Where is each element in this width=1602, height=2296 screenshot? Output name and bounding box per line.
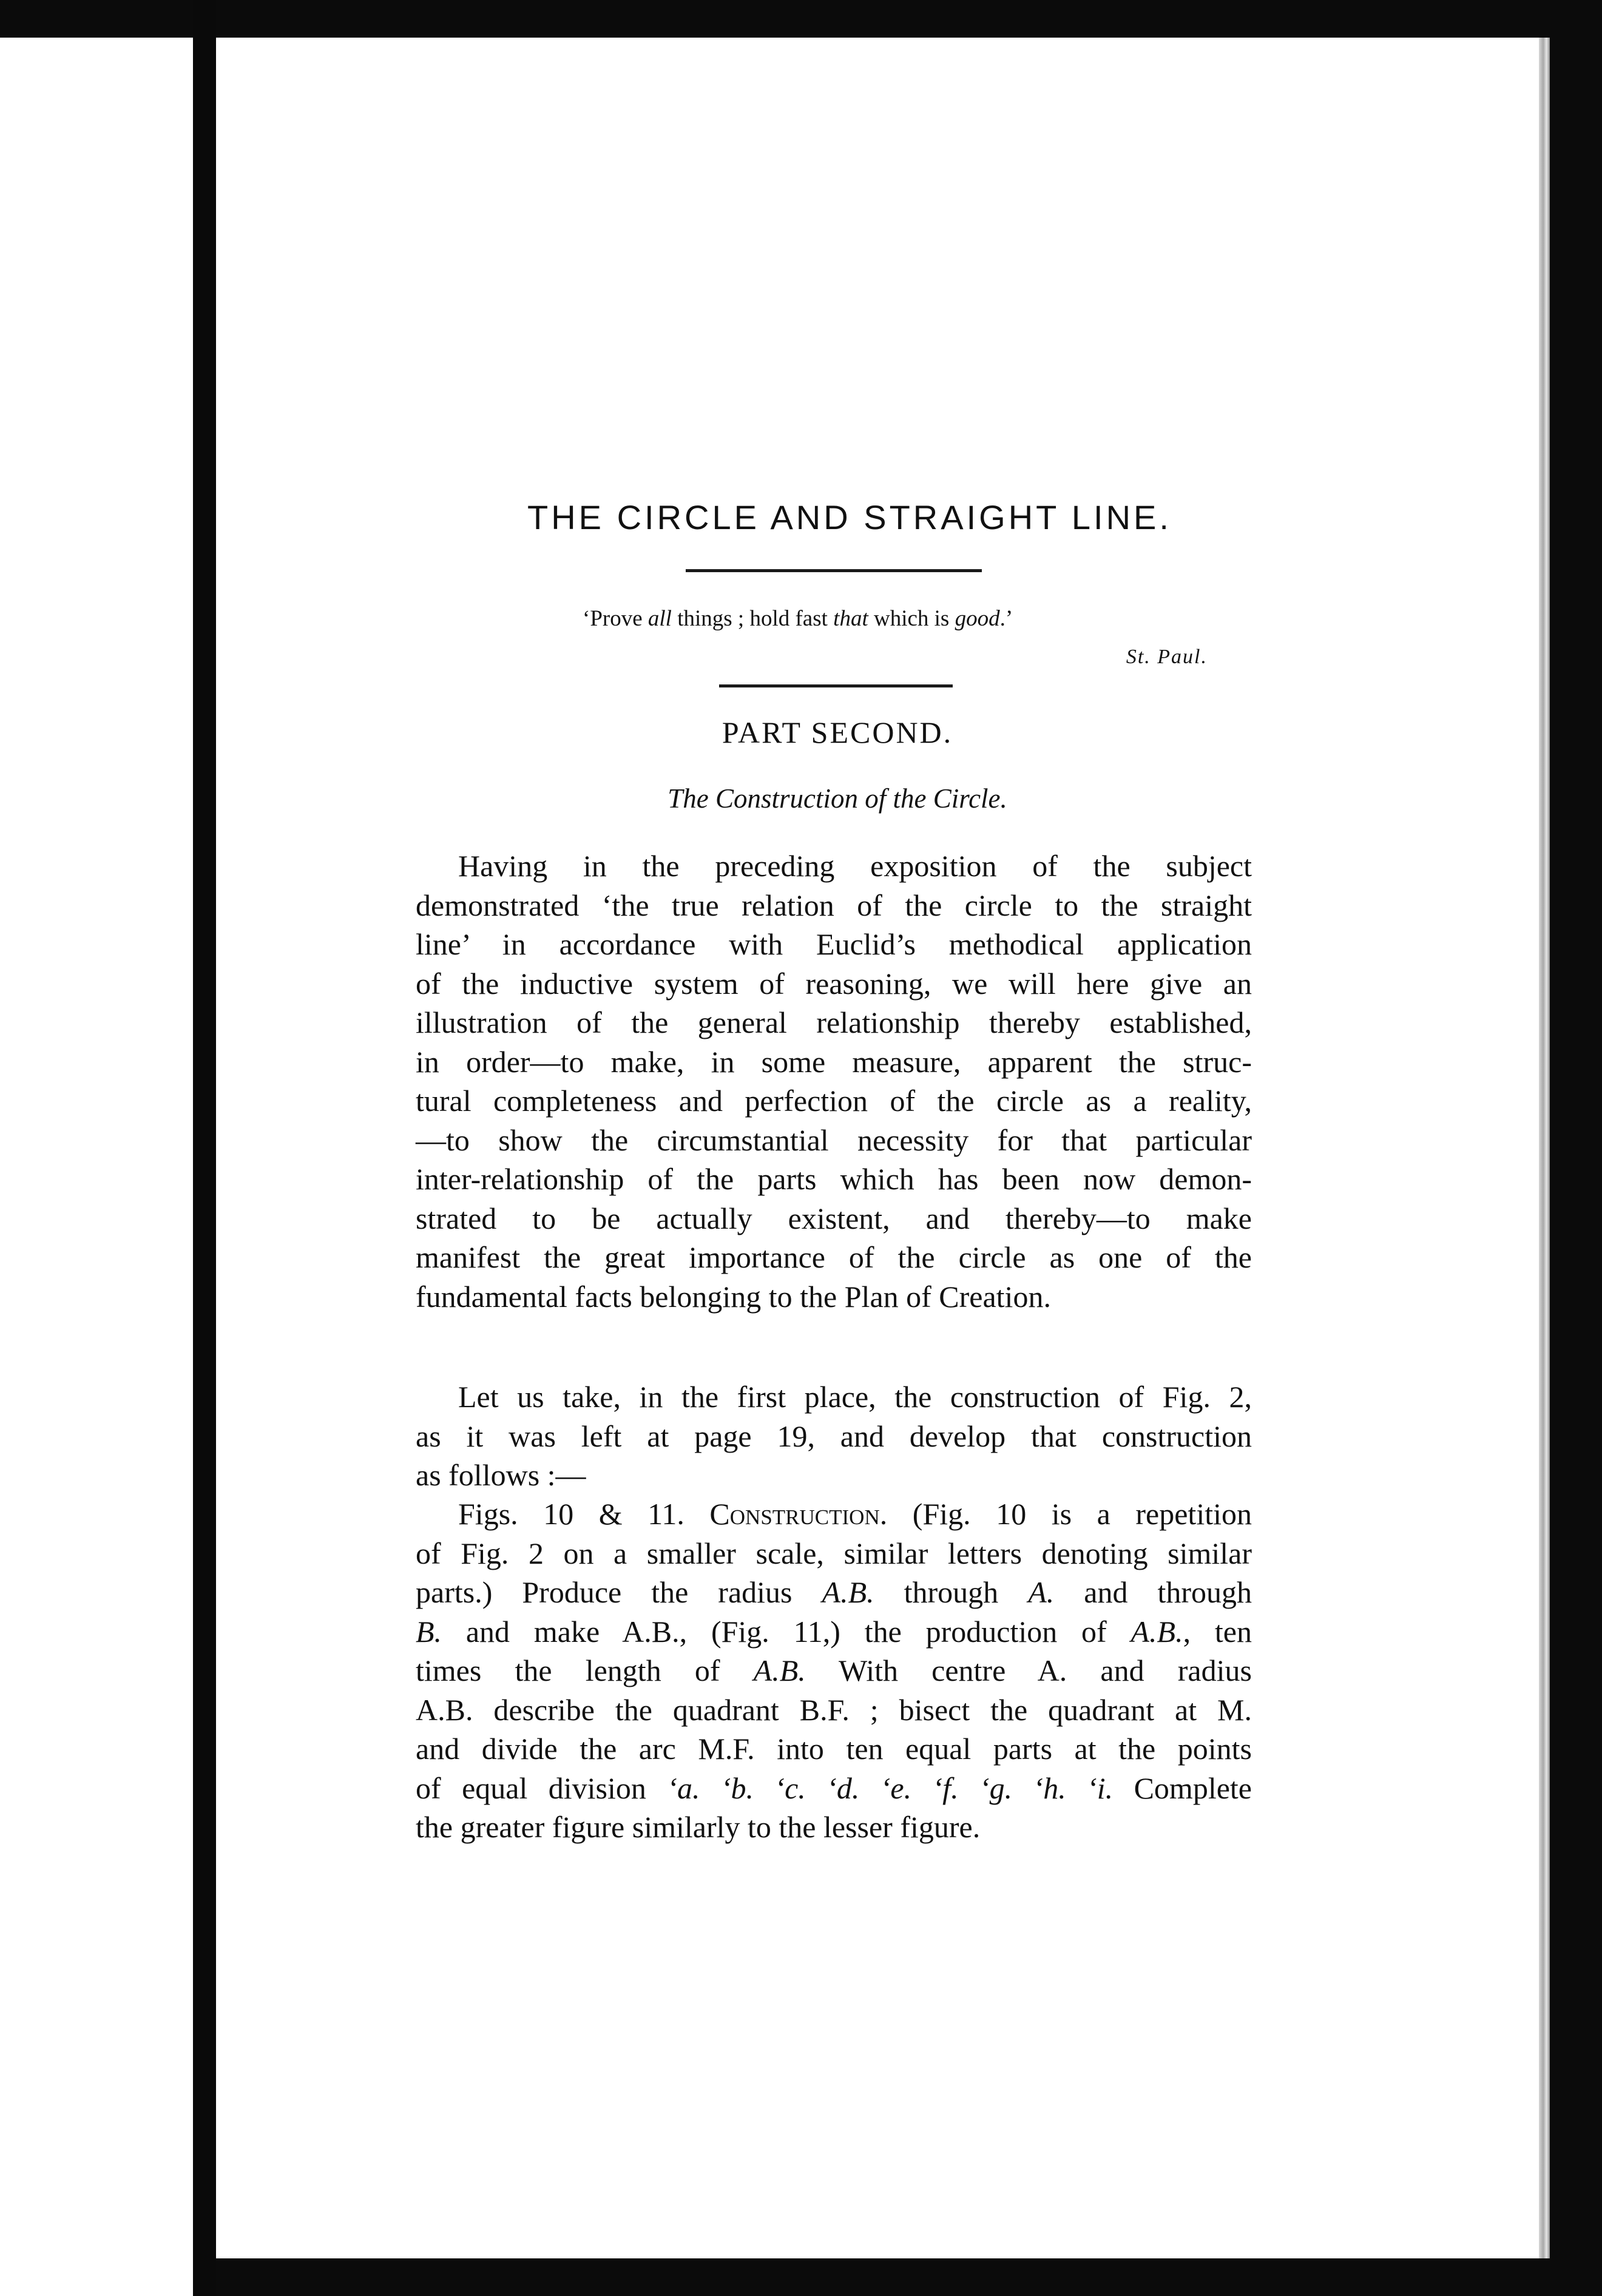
text-line: manifest the great importance of the circle as one of the	[416, 1240, 1252, 1274]
text-line: parts.) Produce the radius A.B. through A. and through	[416, 1575, 1252, 1609]
page-stack-edge	[1539, 38, 1550, 2258]
text-line: and divide the arc M.F. into ten equal parts at the points	[416, 1732, 1252, 1766]
book-gutter	[193, 0, 216, 2296]
text-line: strated to be actually existent, and thereby—to make	[416, 1201, 1252, 1235]
text-line: —to show the circumstantial necessity for that particular	[416, 1123, 1252, 1157]
epigraph-source: St. Paul.	[1126, 646, 1208, 668]
facing-page-edge	[0, 38, 193, 2296]
text-line: times the length of A.B. With centre A. and radius	[416, 1653, 1252, 1687]
paragraph-construction	[416, 1494, 1252, 1847]
text-line: tural completeness and perfection of the circle as a reality,	[416, 1084, 1252, 1118]
text-line: Let us take, in the first place, the construction of Fig. 2,	[458, 1380, 1252, 1414]
text-line: the greater figure similarly to the lesser figure.	[416, 1810, 981, 1844]
paragraph-introduction	[416, 846, 1252, 1316]
epigraph-quote: ‘Prove all things ; hold fast that which is good.’	[583, 606, 1013, 631]
text-line: line’ in accordance with Euclid’s methodical application	[416, 927, 1252, 961]
text-line: inter-relationship of the parts which has been now demon-	[416, 1162, 1252, 1196]
paragraph-fig2	[416, 1377, 1252, 1495]
text-line: A.B. describe the quadrant B.F. ; bisect the quadrant at M.	[416, 1692, 1252, 1727]
text-line: demonstrated ‘the true relation of the circle to the straight	[416, 888, 1252, 922]
text-line: Figs. 10 & 11. Construction. (Fig. 10 is a repetition	[458, 1497, 1252, 1531]
section-heading: The Construction of the Circle.	[668, 783, 1007, 814]
part-heading: PART SECOND.	[722, 715, 953, 749]
title-rule	[686, 569, 982, 572]
text-line: of the inductive system of reasoning, we will here give an	[416, 966, 1252, 1001]
text-line: of Fig. 2 on a smaller scale, similar letters denoting similar	[416, 1536, 1252, 1570]
text-line: illustration of the general relationship thereby established,	[416, 1005, 1252, 1039]
text-line: in order—to make, in some measure, apparent the struc-	[416, 1044, 1252, 1079]
epigraph-rule	[719, 684, 953, 687]
text-line: fundamental facts belonging to the Plan of Creation.	[416, 1279, 1051, 1314]
running-title: THE CIRCLE AND STRAIGHT LINE.	[527, 498, 1172, 536]
text-line: as follows :—	[416, 1458, 586, 1492]
text-line: B. and make A.B., (Fig. 11,) the production of A.B., ten	[416, 1614, 1252, 1649]
text-line: Having in the preceding exposition of the subject	[458, 849, 1252, 883]
scan-border-right	[1550, 0, 1602, 2296]
text-line: as it was left at page 19, and develop that construction	[416, 1419, 1252, 1453]
text-line: of equal division ‘a. ‘b. ‘c. ‘d. ‘e. ‘f. ‘g. ‘h. ‘i. Complete	[416, 1771, 1252, 1805]
